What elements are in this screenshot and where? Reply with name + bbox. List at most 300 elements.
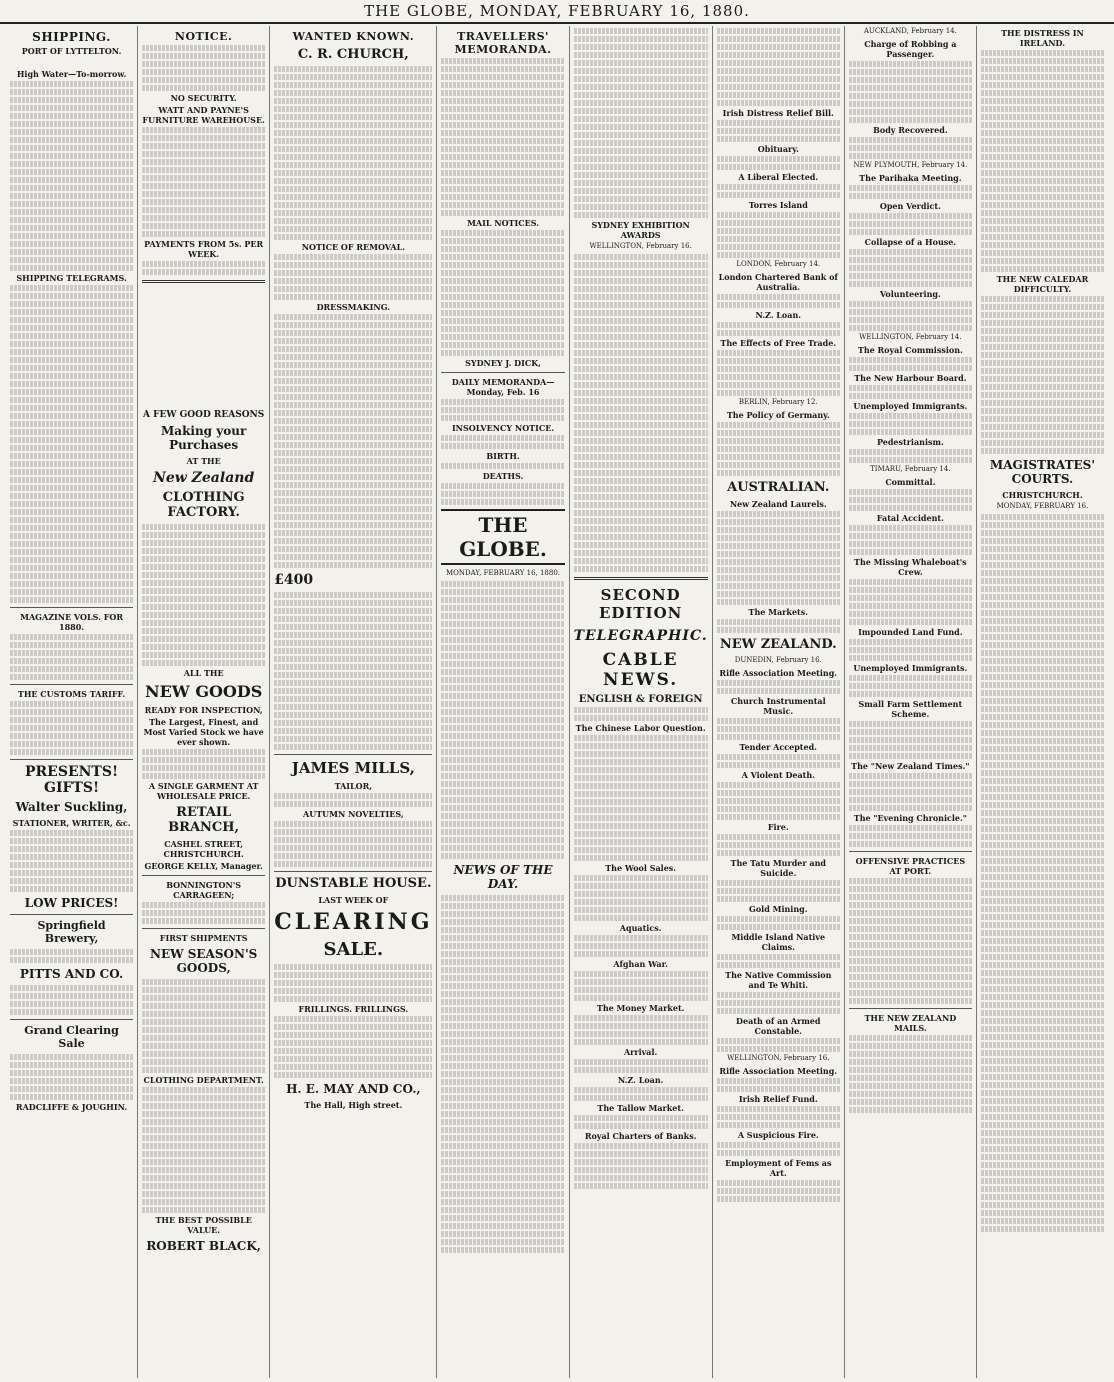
text-line — [142, 175, 265, 181]
text-line — [574, 715, 708, 721]
mail-notices: MAIL NOTICES. — [467, 218, 539, 228]
text-line — [274, 394, 432, 400]
unemployed-immigrants-2: Unemployed Immigrants. — [853, 663, 968, 673]
torres-island: Torres Island — [748, 200, 808, 210]
text-line — [981, 530, 1104, 536]
text-line — [574, 971, 708, 977]
text-line — [849, 1067, 972, 1073]
text-line — [981, 1090, 1104, 1096]
text-line — [274, 1056, 432, 1062]
text-line — [142, 1087, 265, 1093]
text-line — [274, 262, 432, 268]
text-line — [717, 734, 840, 740]
text-line — [574, 1115, 708, 1121]
text-line — [574, 286, 708, 292]
text-line — [717, 754, 840, 760]
text-line — [441, 286, 564, 292]
text-line — [849, 753, 972, 759]
text-line — [441, 130, 564, 136]
text-line — [574, 791, 708, 797]
wellington-date-2: WELLINGTON, February 16. — [727, 1054, 830, 1062]
text-line — [441, 1207, 564, 1213]
globe-date: MONDAY, FEBRUARY 16, 1880. — [446, 569, 561, 577]
text-line — [717, 382, 840, 388]
pitts-co: PITTS AND CO. — [19, 967, 124, 982]
text-line — [10, 650, 133, 656]
text-line — [441, 991, 564, 997]
text-line — [441, 443, 564, 449]
text-line — [441, 1071, 564, 1077]
text-line — [574, 132, 708, 138]
text-line — [849, 825, 972, 831]
text-line — [717, 535, 840, 541]
text-line — [274, 442, 432, 448]
text-line — [274, 1032, 432, 1038]
text-line — [441, 685, 564, 691]
text-line — [981, 328, 1104, 334]
text-line — [981, 1218, 1104, 1224]
text-line — [574, 310, 708, 316]
impounded-land: Impounded Land Fund. — [858, 627, 963, 637]
text-line — [441, 741, 564, 747]
text-line — [717, 762, 840, 768]
text-line — [10, 1062, 133, 1068]
text-line — [717, 842, 840, 848]
magistrates-courts: MAGISTRATES' COURTS. — [989, 458, 1095, 486]
text-line — [574, 1151, 708, 1157]
text-line — [441, 1047, 564, 1053]
text-line — [274, 146, 432, 152]
text-line — [981, 634, 1104, 640]
text-line — [274, 270, 432, 276]
text-line — [981, 890, 1104, 896]
text-line — [10, 437, 133, 443]
text-line — [849, 934, 972, 940]
text-line — [441, 1231, 564, 1237]
text-line — [981, 320, 1104, 326]
text-line — [10, 153, 133, 159]
text-line — [142, 151, 265, 157]
text-line — [981, 1162, 1104, 1168]
text-line — [10, 949, 133, 955]
text-line — [717, 236, 840, 242]
text-line — [981, 58, 1104, 64]
text-line — [441, 1031, 564, 1037]
text-line — [849, 229, 972, 235]
money-market: The Money Market. — [596, 1003, 685, 1013]
text-line — [142, 1095, 265, 1101]
text-line — [10, 233, 133, 239]
text-line — [849, 797, 972, 803]
text-line — [10, 830, 133, 836]
text-line — [10, 421, 133, 427]
text-line — [574, 414, 708, 420]
text-line — [10, 1054, 133, 1060]
columns — [6, 26, 1108, 1378]
text-line — [274, 1040, 432, 1046]
text-line — [717, 60, 840, 66]
text-line — [274, 801, 432, 807]
text-line — [274, 130, 432, 136]
text-line — [274, 744, 432, 750]
text-line — [142, 588, 265, 594]
text-line — [274, 458, 432, 464]
text-line — [981, 432, 1104, 438]
text-line — [142, 1111, 265, 1117]
furniture-warehouse: WATT AND PAYNE'S FURNITURE WAREHOUSE. — [142, 105, 265, 125]
text-line — [142, 604, 265, 610]
text-line — [574, 270, 708, 276]
court-date: MONDAY, FEBRUARY 16. — [996, 502, 1089, 510]
text-line — [849, 1107, 972, 1113]
text-line — [849, 958, 972, 964]
text-line — [10, 525, 133, 531]
text-line — [574, 382, 708, 388]
text-line — [981, 98, 1104, 104]
nz-loan-2: N.Z. Loan. — [755, 310, 802, 320]
text-line — [441, 717, 564, 723]
wool-sales: The Wool Sales. — [605, 863, 677, 873]
text-line — [441, 845, 564, 851]
text-line — [142, 1191, 265, 1197]
text-line — [142, 918, 265, 924]
text-line — [849, 721, 972, 727]
text-line — [981, 794, 1104, 800]
new-season: NEW SEASON'S GOODS, — [149, 947, 258, 975]
text-line — [10, 658, 133, 664]
text-line — [142, 1159, 265, 1165]
text-line — [981, 1098, 1104, 1104]
text-line — [274, 378, 432, 384]
text-line — [981, 1010, 1104, 1016]
text-line — [142, 910, 265, 916]
text-line — [849, 497, 972, 503]
text-line — [849, 325, 972, 331]
telegraphic: TELEGRAPHIC. — [573, 628, 708, 644]
text-line — [981, 1042, 1104, 1048]
text-line — [981, 738, 1104, 744]
text-line — [574, 1015, 708, 1021]
text-line — [849, 505, 972, 511]
text-line — [142, 556, 265, 562]
text-line — [10, 397, 133, 403]
text-line — [274, 648, 432, 654]
text-line — [441, 757, 564, 763]
text-line — [849, 257, 972, 263]
text-line — [142, 644, 265, 650]
no-security: NO SECURITY. — [170, 93, 237, 103]
text-line — [10, 161, 133, 167]
text-line — [441, 1103, 564, 1109]
text-line — [10, 666, 133, 672]
text-line — [574, 510, 708, 516]
text-line — [981, 408, 1104, 414]
text-line — [441, 1079, 564, 1085]
telegrams-heading: SHIPPING TELEGRAMS. — [16, 273, 127, 284]
church-music: Church Instrumental Music. — [730, 696, 826, 716]
text-line — [274, 286, 432, 292]
text-line — [441, 709, 564, 715]
text-line — [574, 334, 708, 340]
text-line — [441, 350, 564, 356]
text-line — [849, 249, 972, 255]
text-line — [849, 773, 972, 779]
text-line — [981, 554, 1104, 560]
text-line — [441, 1023, 564, 1029]
text-line — [10, 674, 133, 680]
text-line — [10, 501, 133, 507]
new-caledar: THE NEW CALEDAR DIFFICULTY. — [996, 274, 1089, 294]
text-line — [574, 470, 708, 476]
text-line — [274, 254, 432, 260]
text-line — [981, 154, 1104, 160]
text-line — [717, 92, 840, 98]
missing-whaleboat: The Missing Whaleboat's Crew. — [854, 557, 967, 577]
body-recovered: Body Recovered. — [873, 125, 948, 135]
text-line — [274, 688, 432, 694]
text-line — [849, 595, 972, 601]
text-line — [981, 1066, 1104, 1072]
text-line — [574, 366, 708, 372]
text-line — [717, 798, 840, 804]
text-line — [142, 532, 265, 538]
text-line — [441, 805, 564, 811]
text-line — [981, 384, 1104, 390]
text-line — [717, 619, 840, 625]
text-line — [142, 69, 265, 75]
frillings: FRILLINGS. FRILLINGS. — [298, 1004, 409, 1014]
text-line — [441, 302, 564, 308]
text-line — [142, 902, 265, 908]
text-line — [717, 591, 840, 597]
text-line — [10, 993, 133, 999]
text-line — [574, 302, 708, 308]
text-line — [10, 1001, 133, 1007]
text-line — [574, 534, 708, 540]
text-line — [441, 943, 564, 949]
text-line — [441, 1183, 564, 1189]
text-line — [981, 562, 1104, 568]
plymouth-date: NEW PLYMOUTH, February 14. — [853, 161, 968, 169]
text-line — [717, 164, 840, 170]
text-line — [142, 1059, 265, 1065]
text-line — [574, 68, 708, 74]
text-line — [441, 951, 564, 957]
rifle-meeting: Rifle Association Meeting. — [719, 668, 838, 678]
text-line — [274, 972, 432, 978]
text-line — [574, 1087, 708, 1093]
text-line — [981, 946, 1104, 952]
new-zealand-heading: NEW ZEALAND. — [719, 637, 837, 652]
text-line — [574, 446, 708, 452]
text-line — [274, 426, 432, 432]
open-verdict: Open Verdict. — [879, 201, 941, 211]
text-line — [142, 1051, 265, 1057]
text-line — [981, 602, 1104, 608]
high-water: High Water—To-morrow. — [16, 69, 127, 80]
text-line — [849, 301, 972, 307]
collapse-house: Collapse of a House. — [864, 237, 957, 247]
text-line — [441, 407, 564, 413]
text-line — [981, 448, 1104, 454]
text-line — [274, 474, 432, 480]
text-line — [574, 140, 708, 146]
text-line — [142, 261, 265, 267]
text-line — [441, 1175, 564, 1181]
text-line — [717, 128, 840, 134]
text-line — [10, 477, 133, 483]
text-line — [981, 376, 1104, 382]
text-line — [441, 178, 564, 184]
text-line — [441, 278, 564, 284]
text-line — [717, 527, 840, 533]
text-line — [717, 120, 840, 126]
divider — [274, 871, 432, 872]
english-foreign: ENGLISH & FOREIGN — [578, 694, 703, 705]
text-line — [274, 66, 432, 72]
suspicious-fire: A Suspicious Fire. — [737, 1130, 819, 1140]
text-line — [981, 250, 1104, 256]
text-line — [274, 837, 432, 843]
text-line — [717, 583, 840, 589]
text-line — [574, 294, 708, 300]
text-line — [849, 745, 972, 751]
text-line — [849, 1059, 972, 1065]
text-line — [142, 660, 265, 666]
text-line — [10, 870, 133, 876]
nz-laurels: New Zealand Laurels. — [729, 499, 827, 509]
rifle-meeting-2: Rifle Association Meeting. — [719, 1066, 838, 1076]
best-value: THE BEST POSSIBLE VALUE. — [155, 1215, 252, 1235]
text-line — [142, 1135, 265, 1141]
text-line — [441, 326, 564, 332]
cashel-street: CASHEL STREET, CHRISTCHURCH. — [163, 839, 244, 859]
text-line — [849, 489, 972, 495]
largest-stock: The Largest, Finest, and Most Varied Stock we have ever shown. — [143, 717, 264, 747]
text-line — [10, 957, 133, 963]
text-line — [717, 992, 840, 998]
text-line — [981, 1026, 1104, 1032]
text-line — [981, 922, 1104, 928]
text-line — [574, 430, 708, 436]
text-line — [981, 850, 1104, 856]
text-line — [849, 449, 972, 455]
text-line — [849, 841, 972, 847]
text-line — [849, 221, 972, 227]
text-line — [981, 1122, 1104, 1128]
daily-memoranda: DAILY MEMORANDA—Monday, Feb. 16 — [451, 377, 555, 397]
column-1 — [6, 26, 138, 1378]
text-line — [574, 995, 708, 1001]
text-line — [574, 847, 708, 853]
text-line — [574, 558, 708, 564]
shipping-text — [10, 58, 133, 66]
text-line — [10, 413, 133, 419]
text-line — [981, 368, 1104, 374]
text-line — [981, 336, 1104, 342]
text-line — [981, 730, 1104, 736]
text-line — [717, 390, 840, 396]
text-line — [441, 813, 564, 819]
text-line — [981, 594, 1104, 600]
text-line — [441, 903, 564, 909]
text-line — [717, 76, 840, 82]
text-line — [10, 509, 133, 515]
text-line — [849, 974, 972, 980]
text-line — [574, 823, 708, 829]
text-line — [10, 177, 133, 183]
text-line — [274, 410, 432, 416]
text-line — [981, 970, 1104, 976]
text-line — [849, 137, 972, 143]
divider — [10, 1019, 133, 1020]
text-line — [717, 567, 840, 573]
sydney-dick: SYDNEY J. DICK, — [465, 358, 541, 368]
tender-accepted: Tender Accepted. — [739, 742, 817, 752]
text-line — [981, 226, 1104, 232]
divider — [274, 754, 432, 755]
text-line — [10, 886, 133, 892]
text-line — [717, 1180, 840, 1186]
text-line — [717, 688, 840, 694]
text-line — [849, 309, 972, 315]
text-line — [441, 653, 564, 659]
text-line — [10, 317, 133, 323]
text-line — [441, 1111, 564, 1117]
text-line — [441, 1191, 564, 1197]
text-line — [981, 994, 1104, 1000]
text-line — [142, 199, 265, 205]
text-line — [441, 138, 564, 144]
text-line — [274, 736, 432, 742]
text-line — [441, 1167, 564, 1173]
text-line — [981, 754, 1104, 760]
text-line — [981, 360, 1104, 366]
text-line — [849, 93, 972, 99]
text-line — [441, 837, 564, 843]
last-week: LAST WEEK OF — [318, 895, 389, 905]
text-line — [441, 262, 564, 268]
stationer: STATIONER, WRITER, &c. — [12, 818, 131, 829]
text-line — [981, 1210, 1104, 1216]
text-line — [981, 296, 1104, 302]
text-line — [441, 1007, 564, 1013]
text-line — [981, 610, 1104, 616]
text-line — [981, 706, 1104, 712]
text-line — [441, 194, 564, 200]
text-line — [717, 100, 840, 106]
text-line — [274, 98, 432, 104]
text-line — [981, 786, 1104, 792]
irish-relief-fund: Irish Relief Fund. — [738, 1094, 818, 1104]
text-line — [717, 790, 840, 796]
text-line — [849, 966, 972, 972]
text-line — [574, 326, 708, 332]
at-the: AT THE — [186, 456, 221, 466]
text-line — [10, 381, 133, 387]
text-line — [441, 829, 564, 835]
text-line — [574, 979, 708, 985]
text-line — [981, 1130, 1104, 1136]
clothing-factory: CLOTHING FACTORY. — [162, 490, 245, 520]
text-line — [142, 564, 265, 570]
wellington-date: WELLINGTON, February 16. — [589, 242, 692, 250]
text-line — [274, 170, 432, 176]
divider — [10, 759, 133, 760]
text-line — [441, 463, 564, 469]
divider — [142, 928, 265, 929]
text-line — [142, 1043, 265, 1049]
